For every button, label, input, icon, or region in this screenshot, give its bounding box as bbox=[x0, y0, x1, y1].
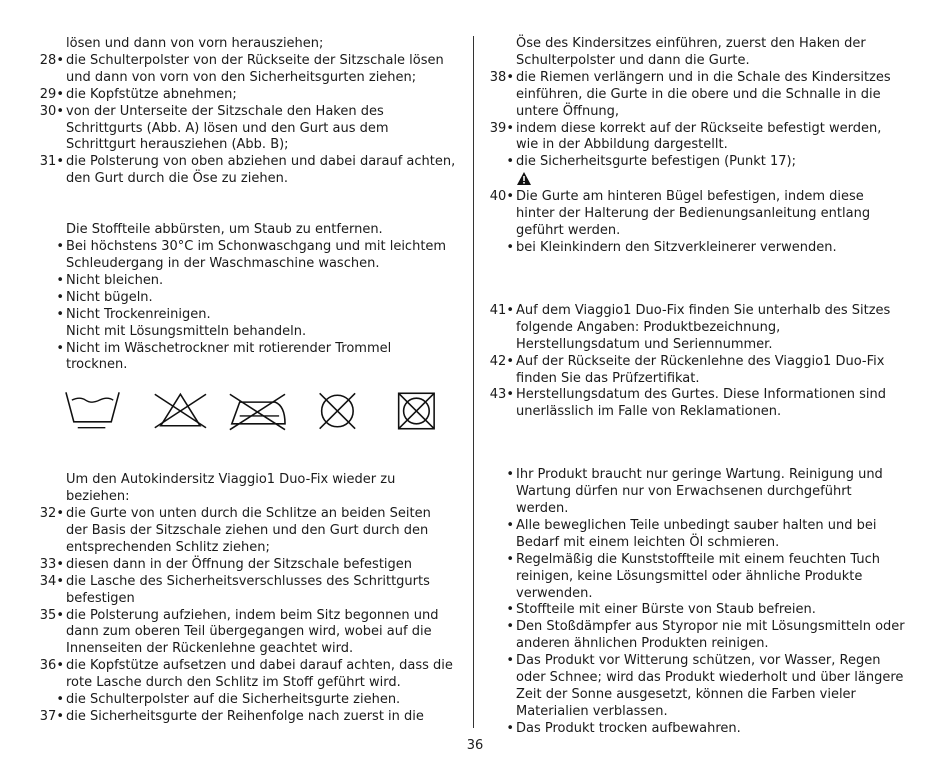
item-marker: 38• bbox=[489, 69, 514, 85]
item-marker: 35• bbox=[39, 607, 64, 623]
item-marker: 36• bbox=[39, 658, 64, 674]
list-item bbox=[486, 518, 906, 552]
list-item bbox=[36, 574, 456, 608]
item-text: Alle beweglichen Teile unbedingt sauber halten und bei Bedarf mit einem leichten Öl schmieren. bbox=[516, 517, 877, 550]
column-divider bbox=[473, 36, 474, 728]
item-marker: 41• bbox=[489, 302, 514, 318]
item-marker: • bbox=[56, 340, 64, 356]
item-text: Auf dem Viaggio1 Duo-Fix finden Sie unterhalb des Sitzes folgende Angaben: Produktbezeichnung, Herstellungsdatum und Seriennummer. bbox=[516, 302, 891, 352]
item-text: die Schulterpolster von der Rückseite der Sitzschale lösen und dann von vorn von den Sicherheitsgurten ziehen; bbox=[66, 52, 444, 85]
item-text: die Polsterung aufziehen, indem beim Sitz begonnen und dann zum oberen Teil übergegangen wird, wobei auf die Innenseiten der Rückenlehne geachtet wird. bbox=[66, 607, 439, 657]
list-item bbox=[486, 240, 906, 257]
item-marker: 29• bbox=[39, 86, 64, 102]
item-text: die Schulterpolster auf die Sicherheitsgurte ziehen. bbox=[66, 692, 401, 708]
item-text: die Riemen verlängern und in die Schale des Kindersitzes einführen, die Gurte in die obere und die Schnalle in die untere Öffnung, bbox=[516, 69, 891, 119]
wash-list bbox=[36, 239, 456, 374]
item-text: lösen und dann von vorn herausziehen; bbox=[66, 36, 324, 51]
item-marker: • bbox=[506, 551, 514, 567]
list-item bbox=[486, 619, 906, 653]
no-iron-icon bbox=[220, 388, 299, 434]
item-marker: 33• bbox=[39, 556, 64, 572]
item-text: Stoffteile mit einer Bürste von Staub befreien. bbox=[516, 602, 816, 618]
list-item bbox=[486, 70, 906, 121]
list-item bbox=[36, 239, 456, 273]
item-marker: • bbox=[56, 306, 64, 322]
list-item bbox=[486, 36, 906, 70]
item-marker: 34• bbox=[39, 573, 64, 589]
item-text: die Sicherheitsgurte der Reihenfolge nach zuerst in die bbox=[66, 709, 424, 724]
item-text: Herstellungsdatum des Gurtes. Diese Informationen sind unerlässlich im Falle von Reklamationen. bbox=[516, 387, 887, 420]
item-marker: 30• bbox=[39, 103, 64, 119]
list-item bbox=[486, 121, 906, 155]
list-item bbox=[486, 721, 906, 738]
item-marker bbox=[486, 36, 514, 70]
list-item bbox=[36, 273, 456, 290]
list-item bbox=[36, 324, 456, 341]
list-item bbox=[36, 692, 456, 709]
item-text: Bei höchstens 30°C im Schonwaschgang und mit leichtem Schleudergang in der Waschmaschine waschen. bbox=[66, 239, 447, 271]
item-text: indem diese korrekt auf der Rückseite befestigt werden, wie in der Abbildung dargestellt. bbox=[516, 120, 882, 153]
item-marker bbox=[36, 36, 64, 53]
list-item bbox=[36, 104, 456, 155]
item-text: von der Unterseite der Sitzschale den Haken des Schrittgurts (Abb. A) lösen und den Gurt aus dem Schrittgurt herausziehen (Abb. B); bbox=[66, 103, 389, 153]
item-marker: 37• bbox=[39, 709, 64, 724]
no-tumble-dry-icon bbox=[377, 388, 456, 434]
care-symbols bbox=[62, 388, 456, 438]
item-text: Regelmäßig die Kunststoffteile mit einem feuchten Tuch reinigen, keine Lösungsmittel oder ähnliche Produkte verwenden. bbox=[516, 551, 880, 601]
left-top-list bbox=[36, 36, 456, 188]
item-marker: • bbox=[56, 239, 64, 255]
right-column bbox=[486, 36, 906, 738]
item-text: bei Kleinkindern den Sitzverkleinerer verwenden. bbox=[516, 239, 837, 255]
list-item bbox=[486, 303, 906, 354]
item-text: Nicht im Wäschetrockner mit rotierender Trommel trocknen. bbox=[66, 340, 392, 373]
list-item bbox=[486, 653, 906, 721]
item-text: Auf der Rückseite der Rückenlehne des Viaggio1 Duo-Fix finden Sie das Prüfzertifikat. bbox=[516, 353, 885, 386]
right-top-list bbox=[486, 36, 906, 171]
list-item bbox=[486, 189, 906, 240]
list-item bbox=[36, 506, 456, 557]
item-marker: 43• bbox=[489, 387, 514, 403]
wash-30-gentle-icon bbox=[62, 388, 141, 434]
list-item bbox=[36, 53, 456, 87]
item-text: Das Produkt trocken aufbewahren. bbox=[516, 720, 741, 736]
list-item bbox=[36, 290, 456, 307]
item-text: die Polsterung von oben abziehen und dabei darauf achten, den Gurt durch die Öse zu ziehen. bbox=[66, 154, 456, 187]
maintenance-list bbox=[486, 467, 906, 738]
item-text: die Sicherheitsgurte befestigen (Punkt 17); bbox=[516, 154, 796, 170]
list-item bbox=[486, 602, 906, 619]
item-marker: • bbox=[506, 154, 514, 170]
item-marker: 28• bbox=[39, 52, 64, 68]
list-item bbox=[486, 387, 906, 421]
list-item bbox=[36, 658, 456, 692]
item-marker: 31• bbox=[39, 154, 64, 170]
item-marker: 39• bbox=[489, 120, 514, 136]
item-text: die Gurte von unten durch die Schlitze an beiden Seiten der Basis der Sitzschale ziehen und den Gurt durch den entsprechenden Schlitz ziehen; bbox=[66, 506, 431, 555]
item-text: Den Stoßdämpfer aus Styropor nie mit Lösungsmitteln oder anderen ähnlichen Produkten reinigen. bbox=[516, 619, 905, 652]
left-column bbox=[36, 36, 456, 726]
reassemble-list bbox=[36, 506, 456, 726]
item-text: diesen dann in der Öffnung der Sitzschale befestigen bbox=[66, 556, 413, 572]
item-marker: • bbox=[56, 692, 64, 708]
item-text: die Kopfstütze aufsetzen und dabei darauf achten, dass die rote Lasche durch den Schlitz im Stoff geführt wird. bbox=[66, 658, 453, 691]
item-marker: • bbox=[506, 653, 514, 669]
page-number: 36 bbox=[466, 738, 484, 753]
item-text: Nicht bleichen. bbox=[66, 272, 164, 288]
item-text: Das Produkt vor Witterung schützen, vor Wasser, Regen oder Schnee; wird das Produkt wiederholt und über längere Zeit der Sonne ausgesetzt, können die Farben vieler Materialien verblassen. bbox=[516, 653, 904, 719]
label-list bbox=[486, 303, 906, 421]
item-text: Nicht mit Lösungsmitteln behandeln. bbox=[66, 323, 307, 339]
item-text: die Lasche des Sicherheitsverschlusses des Schrittgurts befestigen bbox=[66, 573, 430, 606]
list-item bbox=[36, 341, 456, 375]
item-marker: 32• bbox=[39, 506, 64, 522]
list-item bbox=[36, 557, 456, 574]
warning-triangle-icon bbox=[486, 171, 906, 189]
item-text: die Kopfstütze abnehmen; bbox=[66, 86, 237, 102]
no-bleach-icon bbox=[141, 388, 220, 434]
list-item bbox=[486, 552, 906, 603]
item-marker: • bbox=[56, 272, 64, 288]
item-marker bbox=[36, 324, 64, 341]
item-marker: 40• bbox=[489, 189, 514, 205]
item-marker: • bbox=[506, 467, 514, 483]
list-item bbox=[486, 154, 906, 171]
no-dry-clean-icon bbox=[298, 388, 377, 434]
item-text: Nicht bügeln. bbox=[66, 289, 153, 305]
item-marker: • bbox=[506, 602, 514, 618]
list-item bbox=[486, 354, 906, 388]
item-text: Öse des Kindersitzes einführen, zuerst den Haken der Schulterpolster und dann die Gurte. bbox=[516, 36, 866, 68]
item-marker: • bbox=[506, 720, 514, 736]
list-item bbox=[486, 467, 906, 518]
item-marker: • bbox=[506, 619, 514, 635]
list-item bbox=[36, 709, 456, 726]
item-text: Ihr Produkt braucht nur geringe Wartung. Reinigung und Wartung dürfen nur von Erwachsenen durchgeführt werden. bbox=[516, 467, 883, 517]
list-item bbox=[36, 307, 456, 324]
wash-intro: Die Stoffteile abbürsten, um Staub zu entfernen. bbox=[66, 222, 383, 238]
list-item bbox=[36, 36, 456, 53]
item-text: Nicht Trockenreinigen. bbox=[66, 306, 211, 322]
item-text: Die Gurte am hinteren Bügel befestigen, indem diese hinter der Halterung der Bedienungsanleitung entlang geführt werden. bbox=[516, 189, 871, 239]
item-marker: 42• bbox=[489, 353, 514, 369]
reassemble-intro: Um den Autokindersitz Viaggio1 Duo-Fix wieder zu beziehen: bbox=[66, 472, 396, 505]
item-marker: • bbox=[56, 289, 64, 305]
belt-list bbox=[486, 189, 906, 257]
item-marker: • bbox=[506, 239, 514, 255]
list-item bbox=[36, 154, 456, 188]
item-marker: • bbox=[506, 517, 514, 533]
list-item bbox=[36, 87, 456, 104]
list-item bbox=[36, 608, 456, 659]
